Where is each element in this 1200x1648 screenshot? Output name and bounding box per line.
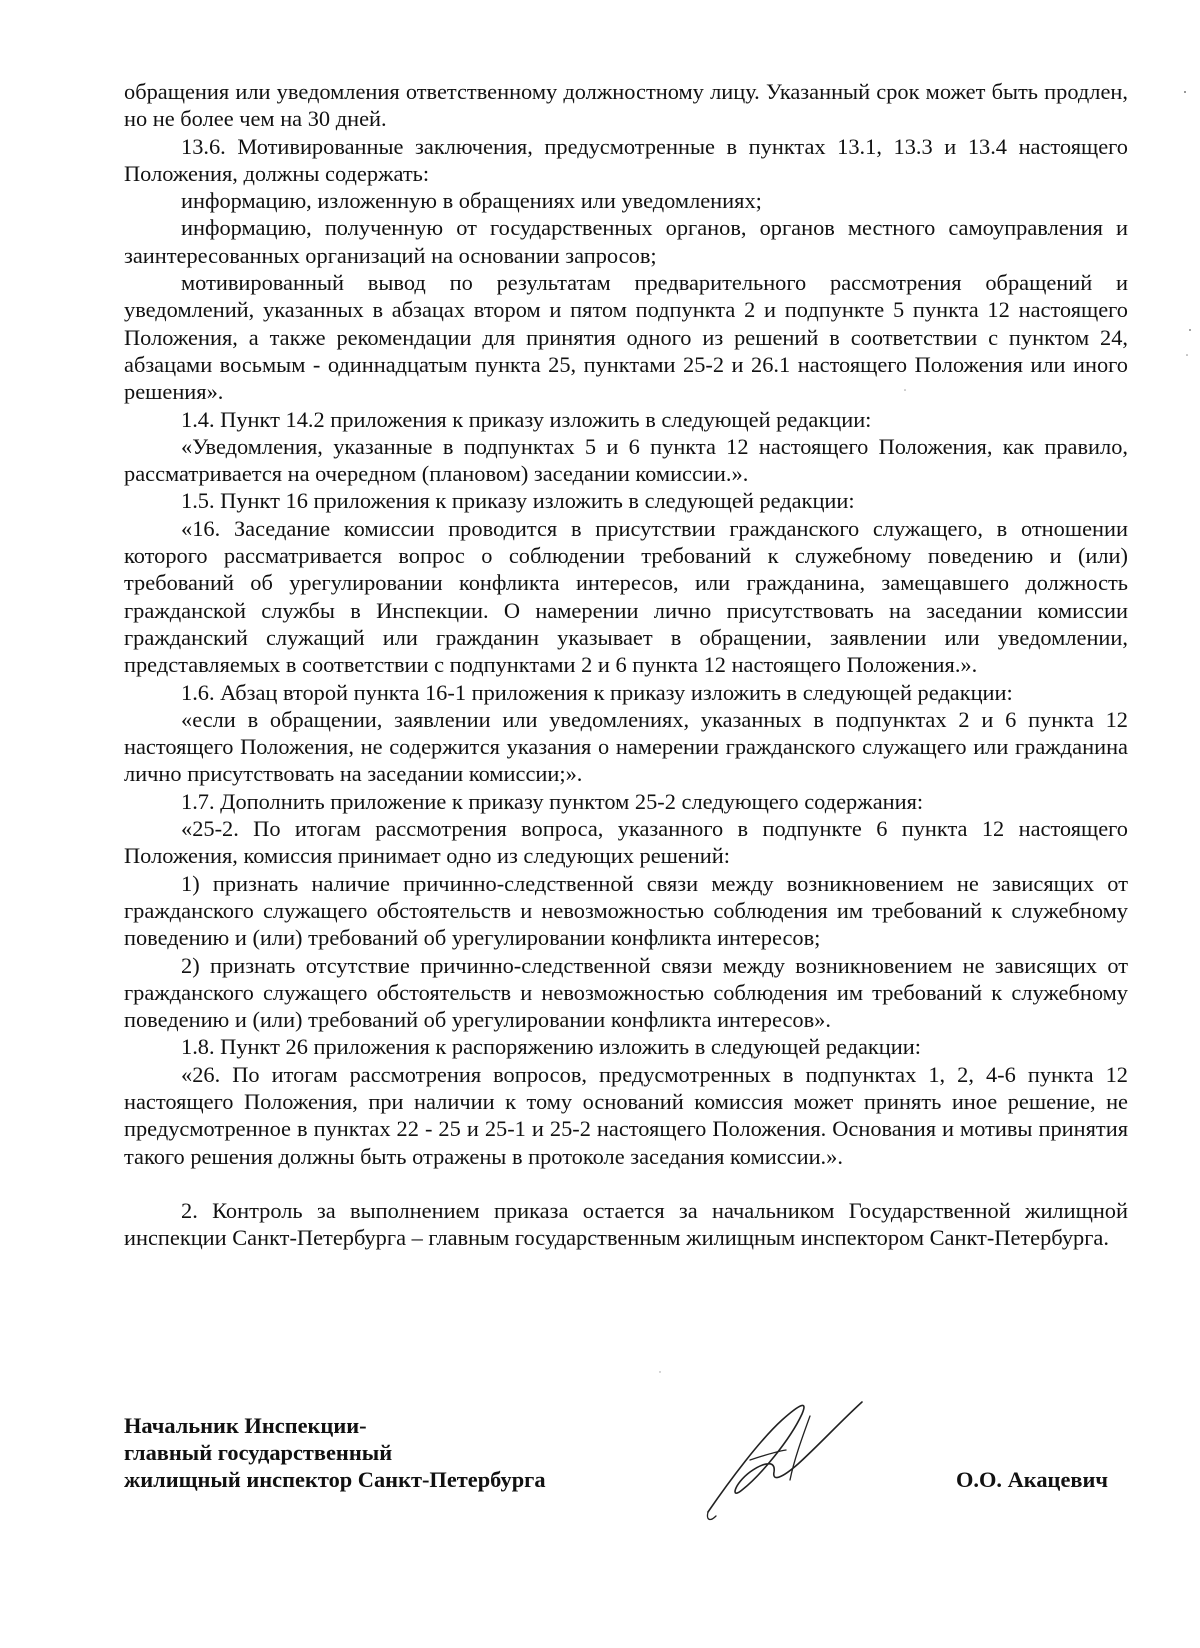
paragraph-1: обращения или уведомления ответственному должностному лицу. Указанный срок может быть продлен, но не более чем на 30 дней. [124,79,1128,132]
paragraph-11: «если в обращении, заявлении или уведомлениях, указанных в подпунктах 2 и 6 пункта 12 настоящего Положения, не содержится указания о намерении гражданского служащего или гражданина лично присутствовать на заседании комиссии;». [124,706,1128,787]
paragraph-17: «26. По итогам рассмотрения вопросов, предусмотренных в подпунктах 1, 2, 4-6 пункта 12 настоящего Положения, при наличии к тому оснований комиссия может принять иное решение, не предусмотренное в пунктах 22 - 25 и 25-1 и 25-2 настоящего Положения. Основания и мотивы принятия такого решения должны быть отражены в протоколе заседания комиссии.». [124,1061,1128,1169]
paragraph-14: 1) признать наличие причинно-следственной связи между возникновением не зависящих от гражданского служащего обстоятельств и невозможностью соблюдения им требований к служебному поведению и (или) требований об урегулировании конфликта интересов; [124,870,1128,951]
paragraph-3: информацию, изложенную в обращениях или уведомлениях; [181,188,762,214]
paragraph-10: 1.6. Абзац второй пункта 16-1 приложения к приказу изложить в следующей редакции: [181,679,1013,705]
paragraph-16: 1.8. Пункт 26 приложения к распоряжению изложить в следующей редакции: [181,1034,921,1060]
signatory-title-line: Начальник Инспекции- [124,1413,367,1438]
signatory-title [124,1412,546,1493]
paragraph-2: 13.6. Мотивированные заключения, предусмотренные в пунктах 13.1, 13.3 и 13.4 настоящего Положения, должны содержать: [124,133,1128,186]
paragraph-5: мотивированный вывод по результатам предварительного рассмотрения обращений и уведомлений, указанных в абзацах втором и пятом подпункта 2 и подпункте 5 пункта 12 настоящего Положения, а также рекомендации для принятия одного из решений в соответствии с пунктом 24, абзацами восьмым - одиннадцатым пункта 25, пунктами 25-2 и 26.1 настоящего Положения или иного решения». [124,270,1128,405]
paragraph-8: 1.5. Пункт 16 приложения к приказу изложить в следующей редакции: [181,488,855,514]
final-paragraph: 2. Контроль за выполнением приказа остается за начальником Государственной жилищной инспекции Санкт-Петербурга – главным государственным жилищным инспектором Санкт-Петербурга. [124,1197,1128,1251]
handwritten-signature [690,1380,890,1530]
paragraph-6: 1.4. Пункт 14.2 приложения к приказу изложить в следующей редакции: [181,406,872,432]
paragraph-15: 2) признать отсутствие причинно-следственной связи между возникновением не зависящих от гражданского служащего обстоятельств и невозможностью соблюдения им требований к служебному поведению и (или) требований об урегулировании конфликта интересов». [124,952,1128,1033]
signatory-title-line: главный государственный [124,1440,393,1465]
document-body [124,78,1128,1251]
paragraph-12: 1.7. Дополнить приложение к приказу пунктом 25-2 следующего содержания: [181,788,924,814]
paragraph-7: «Уведомления, указанные в подпунктах 5 и 6 пункта 12 настоящего Положения, как правило, рассматривается на очередном (плановом) заседании комиссии.». [124,433,1128,487]
paragraph-9: «16. Заседание комиссии проводится в присутствии гражданского служащего, в отношении которого рассматривается вопрос о соблюдении требований к служебному поведению и (или) требований об урегулировании конфликта интересов, или гражданина, замещавшего должность гражданской службы в Инспекции. О намерении лично присутствовать на заседании комиссии гражданский служащий или гражданин указывает в обращении, заявлении или уведомлении, представляемых в соответствии с подпунктами 2 и 6 пункта 12 настоящего Положения.». [124,515,1128,678]
paragraph-4: информацию, полученную от государственных органов, органов местного самоуправления и заинтересованных организаций на основании запросов; [124,215,1128,268]
paragraph-13: «25-2. По итогам рассмотрения вопроса, указанного в подпункте 6 пункта 12 настоящего Положения, комиссия принимает одно из следующих решений: [124,816,1128,869]
signatory-title-line: жилищный инспектор Санкт-Петербурга [124,1467,546,1492]
signatory-name: О.О. Акацевич [956,1467,1109,1492]
